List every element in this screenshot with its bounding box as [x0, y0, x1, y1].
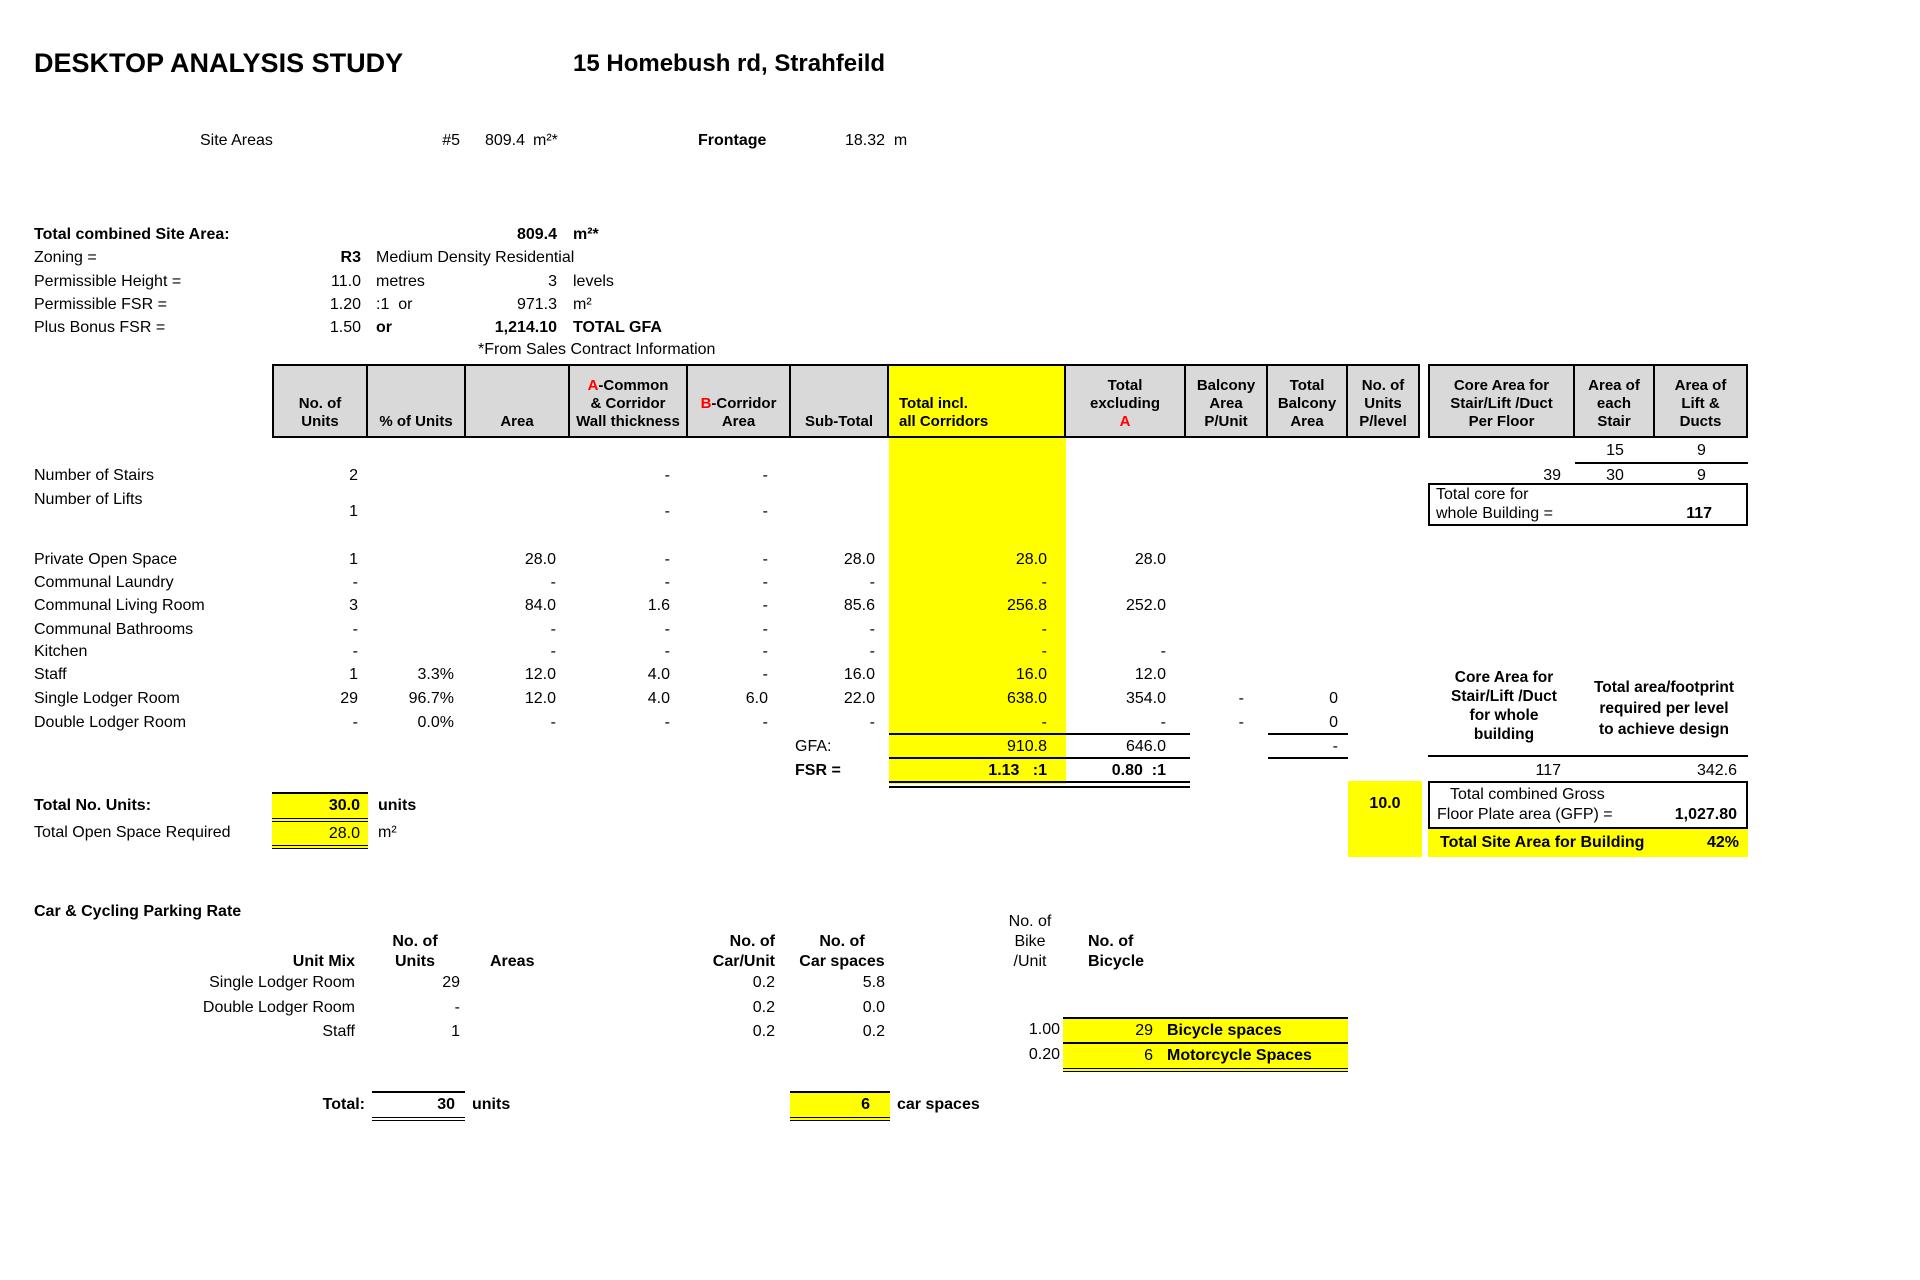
col-a-common-corridor: A-Common & Corridor Wall thickness — [570, 364, 688, 438]
cell-car-per-unit: 0.2 — [752, 974, 775, 991]
cell-b-corridor: 6.0 — [745, 690, 768, 707]
cell-total-incl: - — [1041, 643, 1047, 660]
cell-pct: 3.3% — [417, 666, 454, 683]
parking-col-spaces-2: Car spaces — [799, 953, 885, 970]
cell-units: 1 — [451, 1023, 460, 1040]
cell-units: - — [454, 999, 460, 1016]
parking-col-spaces-1: No. of — [819, 933, 865, 950]
col-pct-of-units: % of Units — [368, 364, 466, 438]
footprint-per-level-header: Total area/footprint required per level to achieve design — [1593, 679, 1735, 738]
cell-a-corridor: 1.6 — [647, 597, 670, 614]
cell-sub-total: - — [869, 574, 875, 591]
open-space-unit: m² — [378, 824, 397, 841]
gfp-line2: Floor Plate area (GFP) = — [1437, 806, 1613, 823]
row-label: Double Lodger Room — [202, 999, 355, 1016]
cell-car-per-unit: 0.2 — [752, 999, 775, 1016]
info-row — [0, 247, 1920, 269]
info-row — [0, 317, 1920, 339]
info-value: 1.20 — [329, 296, 361, 313]
parking-total-units-unit: units — [472, 1096, 511, 1113]
cell-total-excl: 12.0 — [1134, 666, 1166, 683]
row-label: Communal Laundry — [34, 574, 174, 591]
cell-total-excl: 354.0 — [1125, 690, 1166, 707]
row-label: Communal Living Room — [34, 597, 205, 614]
info-label: Total combined Site Area: — [34, 226, 230, 243]
cell-units: - — [352, 714, 358, 731]
cell-total-incl: 638.0 — [1006, 690, 1047, 707]
col-b-corridor: B-Corridor Area — [688, 364, 791, 438]
stair-area-underline — [1575, 462, 1748, 464]
cell-area-lift-ducts: 9 — [1697, 467, 1706, 484]
cell-units: 1 — [349, 666, 358, 683]
cell-a-corridor: - — [664, 467, 670, 484]
parking-title: Car & Cycling Parking Rate — [34, 903, 242, 920]
cell-area: 12.0 — [524, 666, 556, 683]
cell-total-incl: - — [1041, 714, 1047, 731]
cell-total-incl: - — [1041, 621, 1047, 638]
total-core-line1: Total core for — [1436, 486, 1529, 503]
col-sub-total: Sub-Total — [791, 364, 889, 438]
gfa-label: GFA: — [795, 738, 832, 755]
cell-b-corridor: - — [762, 666, 768, 683]
parking-col-units-1: No. of — [392, 933, 438, 950]
cell-pct: 96.7% — [408, 690, 454, 707]
cell-a-corridor: 4.0 — [647, 690, 670, 707]
gfp-value: 1,027.80 — [1674, 806, 1737, 823]
cell-area-lift-ducts: 9 — [1697, 442, 1706, 459]
bicycle-spaces-cell — [1063, 1017, 1348, 1044]
fsr-double-rule — [889, 781, 1190, 788]
open-space-cell: 28.0 — [272, 822, 368, 849]
row-label: Private Open Space — [34, 551, 178, 568]
header-gap — [1420, 364, 1428, 438]
info-value: R3 — [340, 249, 361, 266]
parking-total-cars-unit: car spaces — [897, 1096, 980, 1113]
info-unit: m²* — [573, 226, 599, 243]
table-row-communal-bathrooms — [0, 619, 1920, 641]
cell-total-excl: 646.0 — [1125, 738, 1166, 755]
total-core-box — [1428, 483, 1748, 526]
parking-col-units-2: Units — [395, 953, 435, 970]
table-row-communal-living-room — [0, 595, 1920, 617]
parking-col-unit-mix: Unit Mix — [292, 953, 355, 970]
info-row — [0, 224, 1920, 246]
info-label: Plus Bonus FSR = — [34, 319, 166, 336]
cell-units: 3 — [349, 597, 358, 614]
info-value: 11.0 — [331, 273, 361, 290]
cell-sub-total: - — [869, 643, 875, 660]
row-label: Single Lodger Room — [209, 974, 355, 991]
bicycle-spaces-label: Bicycle spaces — [1167, 1022, 1282, 1039]
cell-area: 12.0 — [524, 690, 556, 707]
cell-sub-total: 16.0 — [843, 666, 875, 683]
cell-units: - — [352, 621, 358, 638]
cell-total-excl: - — [1160, 714, 1166, 731]
frontage-value: 18.32 m — [845, 132, 908, 149]
cell-fsr-incl: 1.13 :1 — [988, 762, 1047, 779]
cell-total-balcony: 0 — [1329, 714, 1338, 731]
info-value-2: 3 — [548, 273, 557, 290]
balcony-rule-2 — [1268, 757, 1348, 759]
info-value: 1.50 — [329, 319, 361, 336]
info-value: 809.4 — [516, 226, 557, 243]
cell-a-corridor: - — [664, 574, 670, 591]
levels-cell: 10.0 — [1348, 781, 1422, 857]
row-label: Number of Stairs — [34, 467, 155, 484]
parking-total-cars-cell: 6 — [790, 1091, 890, 1121]
col-balcony-area-per-unit: Balcony Area P/Unit — [1186, 364, 1268, 438]
cell-total-excl: 252.0 — [1125, 597, 1166, 614]
parking-row-staff — [0, 1021, 1920, 1043]
cell-b-corridor: - — [762, 574, 768, 591]
parking-row-double-lodger — [0, 997, 1920, 1019]
info-label: Permissible Height = — [34, 273, 182, 290]
cell-balcony-per-unit: - — [1238, 690, 1244, 707]
cell-sub-total: - — [869, 714, 875, 731]
fsr-label: FSR = — [795, 762, 841, 779]
parking-col-car-1: No. of — [729, 933, 775, 950]
cell-car-per-unit: 0.2 — [752, 1023, 775, 1040]
cell-a-corridor: - — [664, 643, 670, 660]
cell-car-spaces: 5.8 — [862, 974, 885, 991]
site-area-for-building-pct: 42% — [1706, 834, 1739, 851]
bike-rate-1: 1.00 — [1028, 1021, 1060, 1038]
cell-units: - — [352, 643, 358, 660]
col-area-lift-ducts: Area of Lift & Ducts — [1655, 364, 1748, 438]
cell-b-corridor: - — [762, 621, 768, 638]
property-address: 15 Homebush rd, Strahfeild — [573, 50, 886, 77]
info-unit-2: levels — [573, 273, 614, 290]
cell-area-each-stair: 30 — [1606, 467, 1624, 484]
cell-total-excl: 28.0 — [1134, 551, 1166, 568]
total-core-value: 117 — [1686, 505, 1712, 522]
parking-total-label: Total: — [322, 1096, 365, 1113]
parking-row-single-lodger — [0, 972, 1920, 994]
footprint-total-value: 342.6 — [1696, 762, 1737, 779]
stair-area-row — [0, 440, 1920, 462]
cell-area: - — [550, 574, 556, 591]
info-value-2: 1,214.10 — [494, 319, 557, 336]
info-unit: or — [376, 319, 392, 336]
parking-col-bike-2: Bike — [1014, 933, 1046, 950]
cell-b-corridor: - — [762, 597, 768, 614]
cell-area: 84.0 — [524, 597, 556, 614]
col-area-each-stair: Area of each Stair — [1575, 364, 1655, 438]
info-label: Zoning = — [34, 249, 97, 266]
cell-a-corridor: - — [664, 503, 670, 520]
parking-col-bicycle-2: Bicycle — [1088, 953, 1145, 970]
col-total-incl-corridors: Total incl. all Corridors — [889, 364, 1066, 438]
row-label: Number of Lifts — [34, 491, 143, 508]
core-total-value: 117 — [1535, 762, 1561, 779]
cell-units: 29 — [340, 690, 358, 707]
row-label: Staff — [34, 666, 67, 683]
bike-rate-2: 0.20 — [1028, 1046, 1060, 1063]
cell-units: 29 — [442, 974, 460, 991]
gfa-top-rule — [889, 733, 1190, 735]
gfp-line1: Total combined Gross — [1450, 786, 1605, 803]
total-units-label: Total No. Units: — [34, 797, 152, 814]
row-label: Staff — [322, 1023, 355, 1040]
site-area-for-building-label: Total Site Area for Building — [1440, 834, 1645, 851]
col-units-per-level: No. of Units P/level — [1348, 364, 1420, 438]
info-unit: Medium Density Residential — [376, 249, 575, 266]
cell-car-spaces: 0.2 — [862, 1023, 885, 1040]
cell-sub-total: 85.6 — [843, 597, 875, 614]
cell-units: 2 — [349, 467, 358, 484]
cell-total-balcony: - — [1332, 738, 1338, 755]
cell-car-spaces: 0.0 — [862, 999, 885, 1016]
cell-area: 28.0 — [524, 551, 556, 568]
footnote: *From Sales Contract Information — [478, 341, 716, 358]
cell-b-corridor: - — [762, 714, 768, 731]
gfp-box — [1428, 781, 1748, 829]
parking-col-bicycle-1: No. of — [1088, 933, 1134, 950]
cell-units: 1 — [349, 503, 358, 520]
cell-a-corridor: - — [664, 551, 670, 568]
cell-b-corridor: - — [762, 643, 768, 660]
parking-col-areas: Areas — [490, 953, 535, 970]
gfa-bottom-rule — [889, 757, 1190, 759]
row-label: Single Lodger Room — [34, 690, 180, 707]
info-value-2: 971.3 — [516, 296, 557, 313]
table-row-communal-laundry — [0, 572, 1920, 594]
cell-fsr-excl: 0.80 :1 — [1111, 762, 1166, 779]
info-row — [0, 294, 1920, 316]
col-area: Area — [466, 364, 570, 438]
info-unit: metres — [376, 273, 425, 290]
cell-total-balcony: 0 — [1329, 690, 1338, 707]
row-label: Double Lodger Room — [34, 714, 187, 731]
parking-col-bike-3: /Unit — [1013, 953, 1047, 970]
cell-balcony-per-unit: - — [1238, 714, 1244, 731]
cell-core-area: 39 — [1543, 467, 1561, 484]
cell-area: - — [550, 621, 556, 638]
open-space-label: Total Open Space Required — [34, 824, 231, 841]
balcony-rule-1 — [1268, 733, 1348, 735]
col-total-excluding-a: Total excluding A — [1066, 364, 1186, 438]
bicycle-spaces-value: 29 — [1135, 1022, 1153, 1039]
info-row — [0, 271, 1920, 293]
cell-b-corridor: - — [762, 467, 768, 484]
cell-b-corridor: - — [762, 551, 768, 568]
info-unit-2: TOTAL GFA — [573, 319, 662, 336]
cell-total-incl: 256.8 — [1006, 597, 1047, 614]
cell-total-excl: - — [1160, 643, 1166, 660]
cell-units: 1 — [349, 551, 358, 568]
site-ref: #5 — [442, 132, 460, 149]
cell-a-corridor: - — [664, 621, 670, 638]
motorcycle-spaces-cell — [1063, 1044, 1348, 1072]
table-row-kitchen — [0, 641, 1920, 663]
table-row-private-open-space — [0, 549, 1920, 571]
cell-a-corridor: - — [664, 714, 670, 731]
cell-total-incl: 910.8 — [1006, 738, 1047, 755]
parking-col-car-2: Car/Unit — [712, 953, 775, 970]
main-table-header — [272, 364, 1748, 438]
cell-area: - — [550, 643, 556, 660]
core-totals-row — [0, 760, 1920, 782]
cell-area: - — [550, 714, 556, 731]
site-area-unit: m²* — [533, 132, 558, 149]
cell-sub-total: 28.0 — [843, 551, 875, 568]
col-no-of-units: No. of Units — [272, 364, 368, 438]
row-label: Communal Bathrooms — [34, 621, 194, 638]
site-areas-label: Site Areas — [200, 132, 273, 149]
cell-a-corridor: 4.0 — [647, 666, 670, 683]
site-area-for-building-row — [1428, 829, 1748, 857]
cell-pct: 0.0% — [417, 714, 454, 731]
page-title: DESKTOP ANALYSIS STUDY — [34, 48, 404, 78]
cell-b-corridor: - — [762, 503, 768, 520]
col-core-area-per-floor: Core Area for Stair/Lift /Duct Per Floor — [1428, 364, 1575, 438]
cell-units: - — [352, 574, 358, 591]
cell-sub-total: - — [869, 621, 875, 638]
frontage-label: Frontage — [698, 132, 767, 149]
info-unit: :1 or — [376, 296, 413, 313]
info-unit-2: m² — [573, 296, 592, 313]
core-totals-rule — [1428, 755, 1748, 757]
motorcycle-spaces-label: Motorcycle Spaces — [1167, 1047, 1312, 1064]
total-core-line2: whole Building = — [1436, 505, 1553, 522]
total-units-cell: 30.0 — [272, 792, 368, 822]
info-label: Permissible FSR = — [34, 296, 167, 313]
core-area-whole-building-header: Core Area for Stair/Lift /Duct for whole building — [1451, 669, 1557, 743]
cell-area-each-stair: 15 — [1606, 442, 1624, 459]
cell-total-incl: 28.0 — [1015, 551, 1047, 568]
motorcycle-spaces-value: 6 — [1144, 1047, 1153, 1064]
parking-total-units-cell: 30 — [372, 1091, 465, 1121]
cell-total-incl: 16.0 — [1015, 666, 1047, 683]
cell-total-incl: - — [1041, 574, 1047, 591]
col-total-balcony-area: Total Balcony Area — [1268, 364, 1348, 438]
parking-col-bike-1: No. of — [1008, 913, 1052, 930]
site-area-value: 809.4 — [484, 132, 525, 149]
row-label: Kitchen — [34, 643, 88, 660]
total-units-unit: units — [378, 797, 417, 814]
cell-sub-total: 22.0 — [843, 690, 875, 707]
